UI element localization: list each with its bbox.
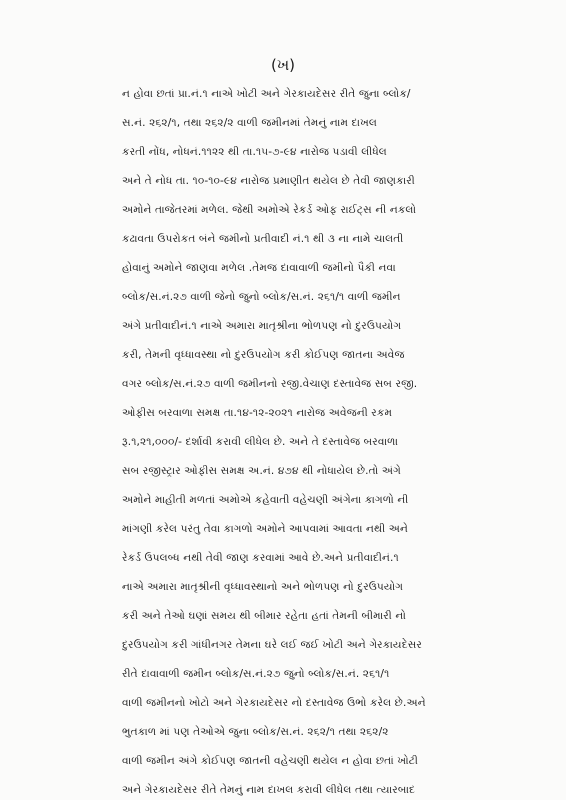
text-line: વગર બ્લોક/સ.નં.૨૭ વાળી જમીનનો રજી.વેચાણ દસ્તાવેજ સબ રજી. [122, 378, 418, 390]
text-line: અમોને માહીતી મળતાં અમોએ કહેવાતી વહેચણી અંગેના કાગળો ની [122, 494, 409, 506]
text-line: સ.નં. ૨૬૨/૧, તથા ૨૬૨/૨ વાળી જમીનમાં તેમનું નામ દાખલ [122, 117, 378, 129]
text-line: બ્લોક/સ.નં.૨૭ વાળી જેનો જુનો બ્લોક/સ.નં. ૨૬૧/૧ વાળી જમીન [122, 291, 401, 303]
text-line: વાળી જમીનનો ખોટો અને ગેરકાયદેસર નો દસ્તાવેજ ઉભો કરેલ છે.અને [122, 697, 426, 709]
text-line: ન હોવા છતાં પ્રા.નં.૧ નાએ ખોટી અને ગેરકાયદેસર રીતે જુના બ્લોક/ [122, 88, 411, 100]
text-line: અને ગેરકાયદેસર રીતે તેમનું નામ દાખલ કરાવી લીધેલ તથા ત્યારબાદ [122, 784, 416, 796]
text-line: ભુતકાળ માં પણ તેઓએ જુના બ્લોક/સ.નં. ૨૬૨/૧ તથા ૨૬૨/૨ [122, 726, 389, 738]
text-line: વાળી જમીન અંગે કોઈપણ જાતની વહેચણી થયેલ ન હોવા છતાં ખોટી [122, 755, 419, 767]
text-line: સબ રજીસ્ટ્રાર ઓફીસ સમક્ષ અ.નં. ૪૭૪ થી નોધાયેલ છે.તો અંગે [122, 465, 401, 477]
text-line: અમોને તાજેતરમાં મળેલ. જેથી અમોએ રેકર્ડ ઓફ રાઈટ્સ ની નકલો [122, 204, 417, 216]
text-line: રીતે દાવાવાળી જમીન બ્લોક/સ.નં.૨૭ જુનો બ્લોક/સ.નં. ૨૬૧/૧ [122, 668, 390, 680]
text-line: કઢાવતા ઉપરોકત બંને જમીનો પ્રતીવાદી નં.૧ થી ૩ ના નામે ચાલતી [122, 233, 404, 245]
text-line: ઓફીસ બરવાળા સમક્ષ તા.૧૪-૧૨-૨૦૨૧ નારોજ અવેજની રકમ [122, 407, 393, 419]
text-line: અંગે પ્રતીવાદીનં.૧ નાએ અમારા માતૃશ્રીના ભોળપણ નો દુરઉપયોગ [122, 320, 402, 332]
text-line: હોવાનું અમોને જાણવા મળેલ .તેમજ દાવાવાળી જમીનો પૈકી નવા [122, 262, 396, 274]
text-line: કરી અને તેઓ ઘણાં સમય થી બીમાર રહેતા હતાં તેમની બીમારી નો [122, 610, 406, 622]
text-line: કરી, તેમની વૃધ્ધાવસ્થા નો દુરઉપયોગ કરી કોઈપણ જાતના અવેજ [122, 349, 405, 361]
text-line: દુરઉપયોગ કરી ગાંધીનગર તેમના ઘરે લઈ જઈ ખોટી અને ગેરકાયદેસર [122, 639, 422, 651]
text-line: અને તે નોધ તા. ૧૦-૧૦-૯૪ નારોજ પ્રમાણીત થયેલ છે તેવી જાણકારી [122, 175, 415, 187]
text-line: રૂ.૧,૨૧,૦૦૦/- દર્શાવી કરાવી લીધેલ છે. અને તે દસ્તાવેજ બરવાળા [122, 436, 399, 448]
text-line: કરતી નોંધ, નોધનં.૧૧૨૨ થી તા.૧૫-૭-૯૪ નારોજ પડાવી લીધેલ [122, 146, 387, 158]
text-line: નાએ અમારા માતૃશ્રીની વૃધ્ધાવસ્થાનો અને ભોળપણ નો દુરઉપયોગ [122, 581, 404, 593]
text-line: રેકર્ડ ઉપલબ્ધ નથી તેવી જાણ કરવામાં આવે છે.અને પ્રતીવાદીનં.૧ [122, 552, 399, 564]
page-number: (ખ) [270, 56, 296, 74]
text-line: માંગણી કરેલ પરંતુ તેવા કાગળો અમોને આપવામાં આવતા નથી અને [122, 523, 408, 535]
